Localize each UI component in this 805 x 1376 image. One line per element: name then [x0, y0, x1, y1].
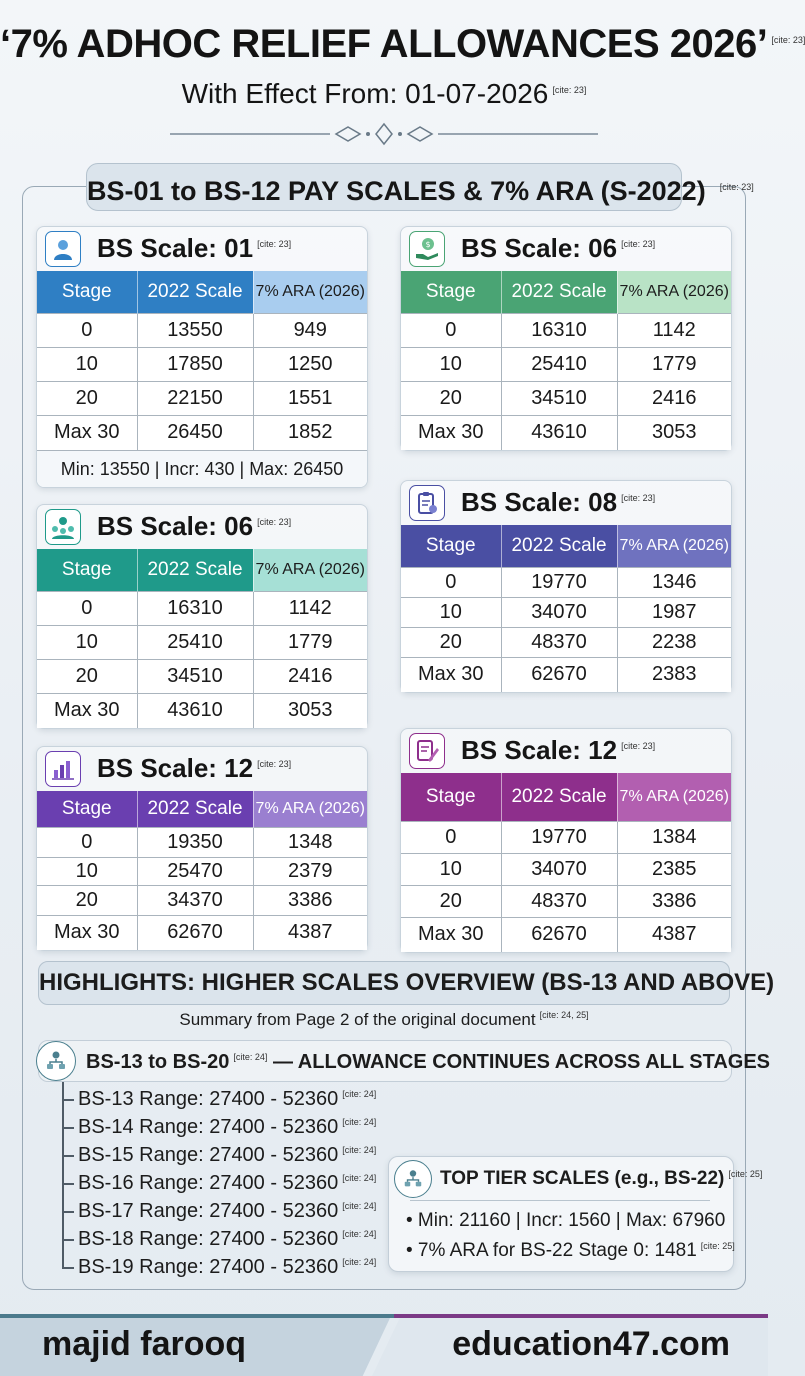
scale-table [401, 773, 731, 952]
table-row: 0 16310 1142 [37, 592, 367, 626]
stage-header: Stage [401, 773, 501, 822]
stage-header: Stage [37, 791, 137, 828]
highlights-subtitle: Summary from Page 2 of the original document [cite: 24, 25] [179, 1010, 589, 1029]
table-header-row [37, 549, 367, 592]
card-citation: [cite: 23] [621, 493, 656, 504]
card-title: BS Scale: 06 [cite: 23] [97, 511, 292, 541]
top-tier-title: TOP TIER SCALES (e.g., BS-22) [cite: 25] [440, 1168, 763, 1189]
website-link[interactable]: education47.com [452, 1325, 730, 1363]
card-citation: [cite: 23] [621, 239, 656, 250]
team-icon [45, 509, 81, 545]
table-row: 20 48370 2238 [401, 628, 731, 658]
stage-header: Stage [401, 525, 501, 568]
title-citation: [cite: 23] [771, 34, 805, 45]
scale-card-bs06-b [36, 504, 368, 729]
money-hand-icon [409, 231, 445, 267]
table-row: 0 16310 1142 [401, 314, 731, 348]
card-header [37, 505, 367, 549]
subtitle-citation: [cite: 23] [552, 84, 587, 95]
table-row: 10 25410 1779 [401, 348, 731, 382]
list-item: BS-19 Range: 27400 - 52360 [cite: 24] [62, 1256, 376, 1279]
card-title: BS Scale: 08 [cite: 23] [461, 487, 656, 517]
list-item: BS-14 Range: 27400 - 52360 [cite: 24] [62, 1116, 376, 1139]
card-header [37, 747, 367, 791]
scale-header: 2022 Scale [501, 271, 617, 314]
list-item: BS-17 Range: 27400 - 52360 [cite: 24] [62, 1200, 376, 1223]
table-row: 20 22150 1551 [37, 382, 367, 416]
section-citation: [cite: 23] [719, 182, 754, 192]
scale-table [401, 525, 731, 692]
card-citation: [cite: 23] [257, 759, 292, 770]
table-row: 10 25470 2379 [37, 858, 367, 886]
table-header-row [401, 773, 731, 822]
ara-header: 7% ARA (2026) [617, 773, 731, 822]
card-title: BS Scale: 01 [cite: 23] [97, 233, 292, 263]
card-header [37, 227, 367, 271]
card-citation: [cite: 23] [257, 517, 292, 528]
top-tier-line: • Min: 21160 | Incr: 1560 | Max: 67960 [406, 1210, 726, 1231]
table-row: 20 34510 2416 [37, 660, 367, 694]
list-item: BS-16 Range: 27400 - 52360 [cite: 24] [62, 1172, 376, 1195]
scale-header: 2022 Scale [501, 773, 617, 822]
org-chart-icon [394, 1160, 432, 1198]
table-header-row [37, 791, 367, 828]
table-row: 20 34510 2416 [401, 382, 731, 416]
card-header [401, 729, 731, 773]
top-tier-line: • 7% ARA for BS-22 Stage 0: 1481 [cite: 25] [406, 1240, 735, 1261]
card-header [401, 227, 731, 271]
stage-header: Stage [37, 271, 137, 314]
ara-header: 7% ARA (2026) [253, 791, 367, 828]
org-chart-icon [36, 1041, 76, 1081]
card-citation: [cite: 23] [621, 741, 656, 752]
scale-table [401, 271, 731, 450]
table-row: Max 30 26450 1852 [37, 416, 367, 450]
table-header-row [401, 525, 731, 568]
table-row: Max 30 62670 4387 [37, 916, 367, 950]
scale-card-bs12-b [400, 728, 732, 953]
divider [410, 1200, 710, 1201]
stage-header: Stage [401, 271, 501, 314]
scale-header: 2022 Scale [137, 791, 253, 828]
scale-card-bs06 [400, 226, 732, 451]
card-citation: [cite: 23] [257, 239, 292, 250]
scale-header: 2022 Scale [137, 271, 253, 314]
highlights-citation: [cite: 24, 25] [539, 1010, 589, 1021]
list-item: BS-15 Range: 27400 - 52360 [cite: 24] [62, 1144, 376, 1167]
ara-header: 7% ARA (2026) [617, 271, 731, 314]
bar-citation: [cite: 24] [233, 1052, 268, 1063]
card-header [401, 481, 731, 525]
card-title: BS Scale: 12 [cite: 23] [97, 753, 292, 783]
page-title: ‘7% ADHOC RELIEF ALLOWANCES 2026’ [cite: 23] [0, 22, 805, 66]
clipboard-icon [409, 485, 445, 521]
chart-people-icon [45, 751, 81, 787]
table-row: Max 30 62670 2383 [401, 658, 731, 692]
table-row: 0 19350 1348 [37, 828, 367, 858]
card-title: BS Scale: 06 [cite: 23] [461, 233, 656, 263]
table-header-row [401, 271, 731, 314]
ara-header: 7% ARA (2026) [253, 549, 367, 592]
scale-summary: Min: 13550 | Incr: 430 | Max: 26450 [37, 450, 367, 487]
effective-date: With Effect From: 01-07-2026 [cite: 23] [181, 78, 587, 109]
table-row: Max 30 62670 4387 [401, 918, 731, 952]
ornament-divider [170, 122, 598, 146]
list-item: BS-18 Range: 27400 - 52360 [cite: 24] [62, 1228, 376, 1251]
card-title: BS Scale: 12 [cite: 23] [461, 735, 656, 765]
section-title: BS-01 to BS-12 PAY SCALES & 7% ARA (S-2022) [cite: 23] [86, 163, 682, 211]
table-row: 0 19770 1384 [401, 822, 731, 854]
person-icon [45, 231, 81, 267]
document-pen-icon [409, 733, 445, 769]
table-row: 20 48370 3386 [401, 886, 731, 918]
highlights-title: HIGHLIGHTS: HIGHER SCALES OVERVIEW (BS-13 AND ABOVE) [38, 961, 730, 1005]
table-row: 10 17850 1250 [37, 348, 367, 382]
higher-scales-text: BS-13 to BS-20 [cite: 24] — ALLOWANCE CONTINUES ACROSS ALL STAGES [86, 1051, 771, 1073]
table-header-row [37, 271, 367, 314]
ara-header: 7% ARA (2026) [253, 271, 367, 314]
table-row: Max 30 43610 3053 [37, 694, 367, 728]
scale-header: 2022 Scale [501, 525, 617, 568]
table-row: 0 19770 1346 [401, 568, 731, 598]
svg-text:$: $ [425, 240, 431, 249]
table-row: 10 34070 2385 [401, 854, 731, 886]
scale-table [37, 271, 367, 450]
footer-accent [0, 1314, 394, 1318]
top-tier-citation: [cite: 25] [728, 1168, 763, 1179]
scale-header: 2022 Scale [137, 549, 253, 592]
footer-accent [394, 1314, 768, 1318]
table-row: 10 34070 1987 [401, 598, 731, 628]
table-row: Max 30 43610 3053 [401, 416, 731, 450]
ara-header: 7% ARA (2026) [617, 525, 731, 568]
table-row: 20 34370 3386 [37, 886, 367, 916]
table-row: 10 25410 1779 [37, 626, 367, 660]
author-name: majid farooq [42, 1325, 247, 1363]
scale-table [37, 791, 367, 950]
list-item: BS-13 Range: 27400 - 52360 [cite: 24] [62, 1088, 376, 1111]
stage-header: Stage [37, 549, 137, 592]
scale-table [37, 549, 367, 728]
scale-card-bs01 [36, 226, 368, 488]
scale-card-bs12 [36, 746, 368, 951]
table-row: 0 13550 949 [37, 314, 367, 348]
scale-card-bs08 [400, 480, 732, 693]
